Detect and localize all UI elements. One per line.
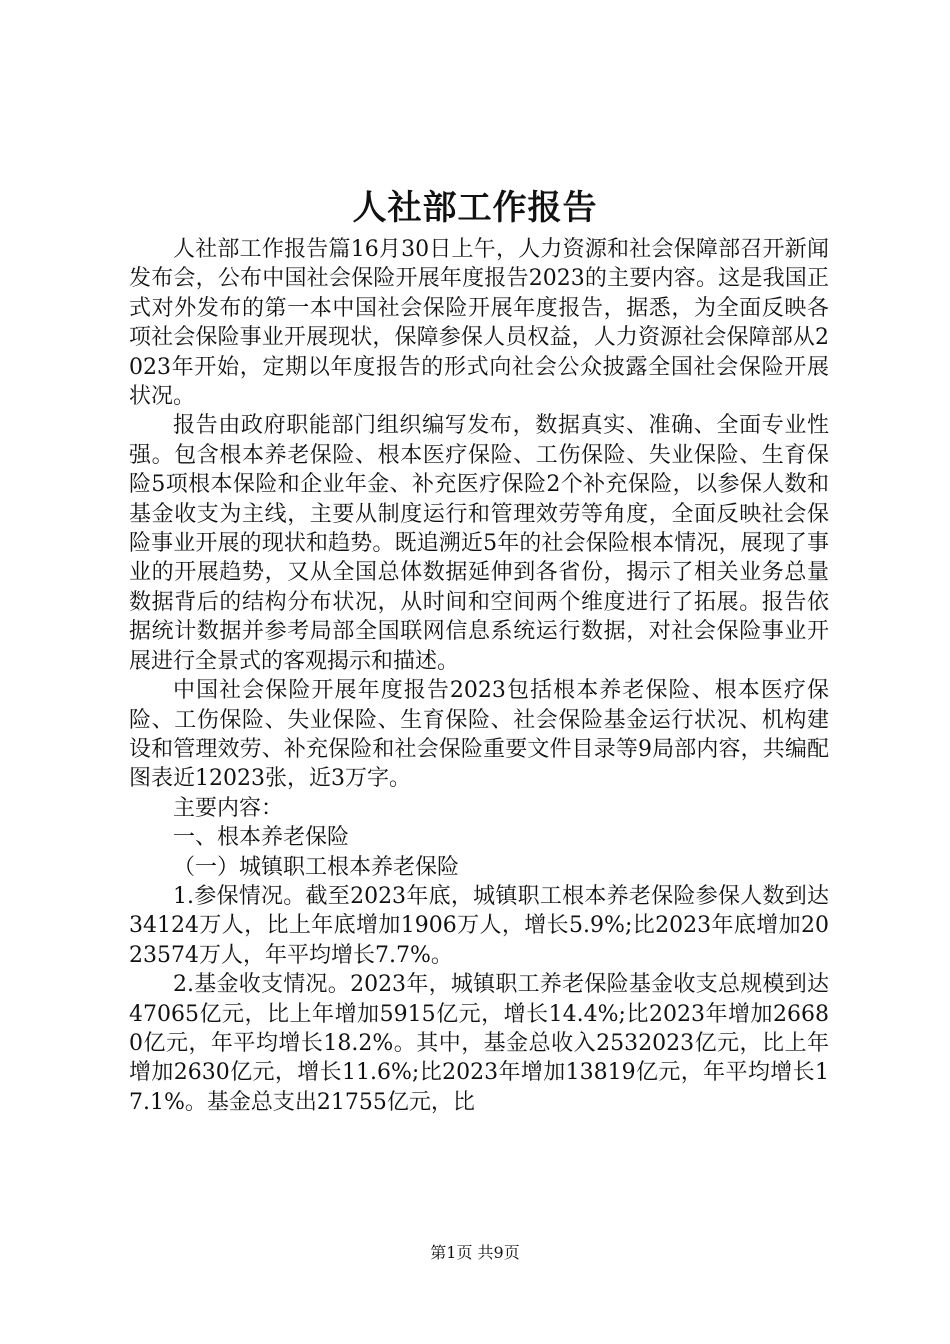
paragraph-report-summary: 报告由政府职能部门组织编写发布，数据真实、准确、全面专业性强。包含根本养老保险、根本医疗保险、工伤保险、失业保险、生育保险5项根本保险和企业年金、补充医疗保险2个补充保险，以参保人数和基金收支为主线，主要从制度运行和管理效劳等角度，全面反映社会保险事业开展的现状和趋势。既追溯近5年的社会保险根本情况，展现了事业的开展趋势，又从全国总体数据延伸到各省份，揭示了相关业务总量数据背后的结构分布状况，从时间和空间两个维度进行了拓展。报告依据统计数据并参考局部全国联网信息系统运行数据，对社会保险事业开展进行全景式的客观揭示和描述。 [129, 413, 829, 674]
heading-section-1: 一、根本养老保险 [173, 825, 350, 851]
document-body [129, 235, 829, 1117]
paragraph-intro: 人社部工作报告篇16月30日上午，人力资源和社会保障部召开新闻发布会，公布中国社会保险开展年度报告2023的主要内容。这是我国正式对外发布的第一本中国社会保险开展年度报告，据悉，为全面反映各项社会保险事业开展现状，保障参保人员权益，人力资源社会保障部从2023年开始，定期以年度报告的形式向社会公众披露全国社会保险开展状况。 [129, 237, 829, 410]
paragraph-report-contents: 中国社会保险开展年度报告2023包括根本养老保险、根本医疗保险、工伤保险、失业保险、生育保险、社会保险基金运行状况、机构建设和管理效劳、补充保险和社会保险重要文件目录等9局部内容，共编配图表近12023张，近3万字。 [129, 678, 829, 792]
document-title: 人社部工作报告 [352, 188, 598, 228]
heading-main-content: 主要内容： [173, 795, 284, 821]
paragraph-fund: 2.基金收支情况。2023年，城镇职工养老保险基金收支总规模到达47065亿元，比上年增加5915亿元，增长14.4%;比2023年增加26680亿元，年平均增长18.2%。其中，基金总收入2532023亿元，比上年增加2630亿元，增长11.6%;比2023年增加13819亿元，年平均增长17.1%。基金总支出21755亿元，比 [129, 972, 829, 1115]
page-footer: 第1页 共9页 [430, 1243, 520, 1262]
paragraph-enrollment: 1.参保情况。截至2023年底，城镇职工根本养老保险参保人数到达34124万人，比上年底增加1906万人，增长5.9%;比2023年底增加2023574万人，年平均增长7.7%。 [129, 883, 829, 968]
heading-subsection-1: （一）城镇职工根本养老保险 [173, 854, 460, 880]
